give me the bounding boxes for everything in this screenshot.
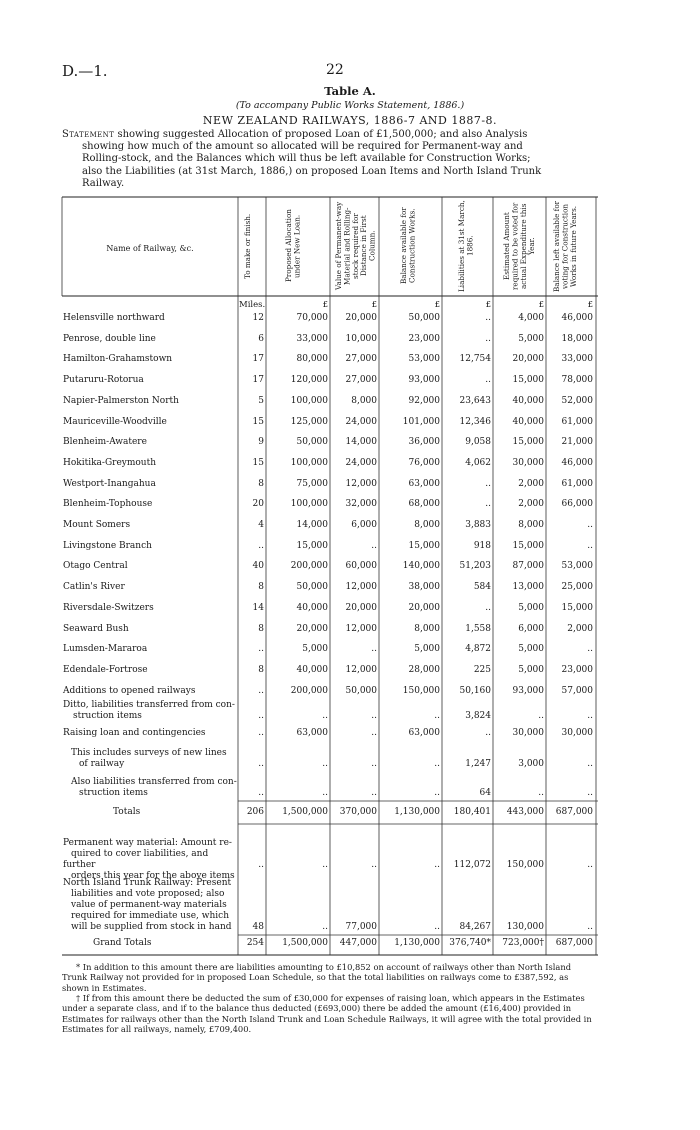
row-name: struction items <box>79 788 148 798</box>
row-name: Penrose, double line <box>63 333 156 344</box>
table-cell: 5,000 <box>518 664 544 675</box>
table-cell: .. <box>258 788 264 798</box>
row-name: Blenheim-Awatere <box>63 437 147 448</box>
table-cell: 40,000 <box>512 395 544 406</box>
table-cell: 63,000 <box>296 728 328 738</box>
statement-line: Rolling-stock, and the Balances which will thus be left available for Construction Works; <box>82 153 531 165</box>
row-name: Mount Somers <box>63 520 131 530</box>
table-cell: 180,401 <box>453 807 491 817</box>
table-cell: .. <box>587 540 593 551</box>
row-name: struction items <box>73 711 142 721</box>
unit-label: £ <box>485 300 491 310</box>
row-name: Mauriceville-Woodville <box>63 416 167 427</box>
table-cell: 1,247 <box>465 759 491 769</box>
table-cell: 447,000 <box>339 938 377 948</box>
table-cell: 1,130,000 <box>394 938 440 948</box>
table-cell: 8 <box>258 664 264 675</box>
table-cell: 15,000 <box>512 437 544 448</box>
table-cell: 15,000 <box>296 540 328 551</box>
table-cell: 9,058 <box>465 437 491 448</box>
table-cell: 12,000 <box>345 582 377 593</box>
table-cell: 2,000 <box>518 499 544 510</box>
table-cell: 6,000 <box>351 520 377 530</box>
table-cell: 100,000 <box>290 457 328 468</box>
table-cell: 92,000 <box>408 395 440 406</box>
table-subtitle: (To accompany Public Works Statement, 1886.) <box>235 100 465 111</box>
table-cell: 5,000 <box>518 333 544 344</box>
table-cell: 112,072 <box>453 860 491 870</box>
table-cell: .. <box>322 788 328 798</box>
table-cell: 150,000 <box>506 860 544 870</box>
table-cell: 2,000 <box>567 623 593 634</box>
table-cell: .. <box>322 860 328 870</box>
table-cell: 5 <box>258 395 264 406</box>
statement-paragraph <box>62 129 608 190</box>
row-name: Napier-Palmerston North <box>63 395 179 406</box>
table-cell: 8 <box>258 478 264 489</box>
table-cell: 17 <box>252 354 264 365</box>
row-name: Edendale-Fortrose <box>63 664 148 675</box>
table-cell: 15 <box>252 416 264 427</box>
row-name: required for immediate use, which <box>71 911 229 921</box>
table-cell: 27,000 <box>345 375 377 386</box>
table-cell: 10,000 <box>345 333 377 344</box>
table-cell: 15,000 <box>512 375 544 386</box>
table-cell: 53,000 <box>561 561 593 572</box>
row-name: liabilities and vote proposed; also <box>71 889 225 899</box>
table-cell: 70,000 <box>296 313 328 323</box>
table-cell: 8,000 <box>414 520 440 530</box>
table-cell: .. <box>434 759 440 769</box>
column-header-permanent-way: Value of Permanent-way Material and Rolling-stock required for Distance in First Column. <box>334 201 377 291</box>
table-cell: .. <box>587 711 593 721</box>
row-name: This includes surveys of new lines <box>71 748 227 758</box>
table-cell: 3,824 <box>465 711 491 721</box>
table-cell: .. <box>371 860 377 870</box>
table-cell: 78,000 <box>561 375 593 386</box>
unit-label: £ <box>587 300 593 310</box>
table-cell: 52,000 <box>561 395 593 406</box>
table-cell: 61,000 <box>561 478 593 489</box>
table-cell: 75,000 <box>296 478 328 489</box>
table-cell: 8,000 <box>518 520 544 530</box>
table-cell: 13,000 <box>512 582 544 593</box>
table-cell: .. <box>258 644 264 655</box>
table-cell: 48 <box>252 922 264 932</box>
table-cell: 370,000 <box>339 807 377 817</box>
table-cell: .. <box>371 711 377 721</box>
table-cell: .. <box>434 860 440 870</box>
table-cell: 25,000 <box>561 582 593 593</box>
table-cell: 23,000 <box>561 664 593 675</box>
row-name: North Island Trunk Railway: Present <box>63 878 232 888</box>
row-name: value of permanent-way materials <box>71 900 227 910</box>
table-cell: 24,000 <box>345 457 377 468</box>
row-name: Putaruru-Rotorua <box>63 375 144 386</box>
column-header-balance: Balance available for Construction Works. <box>399 207 417 285</box>
table-cell: 32,000 <box>345 499 377 510</box>
table-cell: 33,000 <box>561 354 593 365</box>
table-cell: 15,000 <box>408 540 440 551</box>
table-cell: .. <box>587 644 593 655</box>
document-reference: D.—1. <box>62 62 108 80</box>
table-cell: .. <box>538 788 544 798</box>
table-cell: 4,062 <box>465 457 491 468</box>
table-cell: 15,000 <box>561 602 593 613</box>
row-name: Otago Central <box>63 561 128 572</box>
table-cell: 5,000 <box>302 644 328 655</box>
table-cell: 18,000 <box>561 333 593 344</box>
table-cell: .. <box>371 759 377 769</box>
table-cell: .. <box>587 759 593 769</box>
table-cell: 4,000 <box>518 313 544 323</box>
table-cell: 40,000 <box>296 664 328 675</box>
table-cell: 84,267 <box>459 922 491 932</box>
table-cell: 60,000 <box>345 561 377 572</box>
table-cell: 200,000 <box>290 685 328 696</box>
table-cell: 100,000 <box>290 395 328 406</box>
table-cell: .. <box>322 759 328 769</box>
table-cell: 9 <box>258 437 264 448</box>
table-cell: 918 <box>473 540 491 551</box>
table-cell: 8 <box>258 623 264 634</box>
table-cell: 15,000 <box>512 540 544 551</box>
table-cell: .. <box>371 644 377 655</box>
table-cell: 6,000 <box>518 623 544 634</box>
table-cell: 584 <box>473 582 491 593</box>
table-cell: 8 <box>258 582 264 593</box>
table-cell: .. <box>371 540 377 551</box>
row-name: Additions to opened railways <box>63 685 196 696</box>
table-cell: 68,000 <box>408 499 440 510</box>
table-cell: 3,883 <box>465 520 491 530</box>
table-cell: 687,000 <box>555 807 593 817</box>
table-cell: 5,000 <box>414 644 440 655</box>
row-name: Helensville northward <box>63 313 165 323</box>
table-cell: 30,000 <box>512 728 544 738</box>
table-cell: 12,000 <box>345 623 377 634</box>
table-cell: .. <box>485 333 491 344</box>
table-cell: .. <box>587 922 593 932</box>
table-cell: 50,000 <box>345 685 377 696</box>
table-cell: 200,000 <box>290 561 328 572</box>
statement-line: showing how much of the amount so allocated will be required for Permanent-way and <box>82 141 523 153</box>
table-cell: 76,000 <box>408 457 440 468</box>
row-name: Seaward Bush <box>63 623 129 634</box>
table-cell: 53,000 <box>408 354 440 365</box>
table-cell: .. <box>538 711 544 721</box>
table-cell: .. <box>258 540 264 551</box>
table-cell: 20,000 <box>512 354 544 365</box>
table-cell: 87,000 <box>512 561 544 572</box>
table-cell: 8,000 <box>414 623 440 634</box>
table-cell: .. <box>322 922 328 932</box>
table-cell: 27,000 <box>345 354 377 365</box>
statement-line: Railway. <box>82 177 125 189</box>
table-cell: 33,000 <box>296 333 328 344</box>
table-cell: 20 <box>252 499 264 510</box>
unit-label: £ <box>538 300 544 310</box>
table-cell: 40,000 <box>296 602 328 613</box>
page-number: 22 <box>326 62 344 78</box>
row-name: Hamilton-Grahamstown <box>63 354 173 365</box>
unit-label: £ <box>322 300 328 310</box>
column-header-balance-future: Balance left available for voting for Construction Works in future Years. <box>552 200 578 292</box>
table-cell: .. <box>434 711 440 721</box>
table-cell: 80,000 <box>296 354 328 365</box>
table-cell: .. <box>371 788 377 798</box>
table-cell: 63,000 <box>408 728 440 738</box>
table-cell: .. <box>485 478 491 489</box>
row-name: Westport-Inangahua <box>63 478 156 489</box>
row-name: Permanent way material: Amount re- <box>63 838 232 848</box>
table-cell: 3,000 <box>518 759 544 769</box>
table-cell: 20,000 <box>345 313 377 323</box>
statement-line: showing suggested Allocation of proposed Loan of £1,500,000; and also Analysis <box>117 129 528 140</box>
table-cell: 5,000 <box>518 644 544 655</box>
table-cell: .. <box>485 602 491 613</box>
table-cell: 50,000 <box>408 313 440 323</box>
table-cell: 30,000 <box>512 457 544 468</box>
table-cell: 14,000 <box>345 437 377 448</box>
table-cell: 77,000 <box>345 922 377 932</box>
footnote: † If from this amount there be deducted the sum of £30,000 for expenses of raising loan, which appears in the Estimates under a separate class, and if to the balance thus deducted (£693,000) there be added the amount (£16,400) provided in Estimates for railways other than the North Island Trunk and Loan Schedule Railways, it will agree with the total provided in Estimates for all railways, namely, £709,400. <box>62 993 592 1035</box>
table-cell: .. <box>258 728 264 738</box>
table-cell: 6 <box>258 333 264 344</box>
table-cell: 61,000 <box>561 416 593 427</box>
table-cell: 376,740* <box>449 938 491 948</box>
table-cell: 5,000 <box>518 602 544 613</box>
table-cell: 50,000 <box>296 582 328 593</box>
table-cell: 12,000 <box>345 664 377 675</box>
table-cell: 12 <box>252 313 264 323</box>
table-cell: 20,000 <box>408 602 440 613</box>
row-name: Lumsden-Mararoa <box>63 644 148 655</box>
table-cell: 20,000 <box>345 602 377 613</box>
table-cell: 14,000 <box>296 520 328 530</box>
table-cell: 63,000 <box>408 478 440 489</box>
table-cell: 150,000 <box>402 685 440 696</box>
table-cell: 4 <box>258 520 264 530</box>
table-cell: 225 <box>473 664 491 675</box>
table-cell: .. <box>587 520 593 530</box>
table-cell: 130,000 <box>506 922 544 932</box>
table-cell: 12,754 <box>459 354 491 365</box>
table-cell: 21,000 <box>561 437 593 448</box>
column-header-estimated: Estimated Amount required to be voted for actual Expenditure this Year. <box>502 202 537 290</box>
table-cell: .. <box>485 728 491 738</box>
table-cell: .. <box>322 711 328 721</box>
table-cell: .. <box>587 788 593 798</box>
row-name: Totals <box>113 807 141 817</box>
table-cell: 40 <box>252 561 264 572</box>
table-cell: .. <box>485 375 491 386</box>
table-cell: 93,000 <box>512 685 544 696</box>
table-cell: .. <box>371 728 377 738</box>
table-cell: 50,160 <box>459 685 491 696</box>
table-cell: .. <box>434 788 440 798</box>
table-title: Table A. <box>324 84 376 98</box>
row-name: of railway <box>79 759 125 769</box>
table-cell: 24,000 <box>345 416 377 427</box>
table-cell: 120,000 <box>290 375 328 386</box>
table-cell: .. <box>485 313 491 323</box>
table-cell: 28,000 <box>408 664 440 675</box>
table-cell: 206 <box>246 807 264 817</box>
table-cell: 66,000 <box>561 499 593 510</box>
table-cell: 4,872 <box>465 644 491 655</box>
row-name: Ditto, liabilities transferred from con- <box>63 700 235 710</box>
table-cell: 36,000 <box>408 437 440 448</box>
table-cell: 93,000 <box>408 375 440 386</box>
table-cell: 64 <box>479 788 491 798</box>
table-cell: 8,000 <box>351 395 377 406</box>
table-cell: .. <box>485 499 491 510</box>
column-header-liabilities: Liabilities at 31st March, 1886. <box>457 200 475 292</box>
table-cell: 443,000 <box>506 807 544 817</box>
table-cell: 1,558 <box>465 623 491 634</box>
table-cell: 723,000† <box>502 938 544 948</box>
row-name: Catlin's River <box>63 582 125 593</box>
row-name: Hokitika-Greymouth <box>63 457 157 468</box>
row-name: Grand Totals <box>93 938 152 948</box>
table-cell: .. <box>587 860 593 870</box>
table-cell: .. <box>258 711 264 721</box>
table-cell: 687,000 <box>555 938 593 948</box>
table-cell: .. <box>258 759 264 769</box>
unit-label: £ <box>371 300 377 310</box>
table-cell: 12,346 <box>459 416 491 427</box>
table-cell: 46,000 <box>561 313 593 323</box>
table-cell: 100,000 <box>290 499 328 510</box>
statement-lead: Statement <box>62 129 115 140</box>
row-name: Also liabilities transferred from con- <box>71 777 237 787</box>
table-cell: 46,000 <box>561 457 593 468</box>
table-cell: 23,643 <box>459 395 491 406</box>
column-header-name: Name of Railway, &c. <box>106 244 194 253</box>
table-cell: 15 <box>252 457 264 468</box>
table-cell: 1,130,000 <box>394 807 440 817</box>
table-cell: .. <box>434 922 440 932</box>
row-name: Livingstone Branch <box>63 540 152 551</box>
table-cell: 23,000 <box>408 333 440 344</box>
table-cell: 40,000 <box>512 416 544 427</box>
table-cell: .. <box>258 860 264 870</box>
table-cell: 57,000 <box>561 685 593 696</box>
column-header-allocation: Proposed Allocation under New Loan. <box>284 209 302 283</box>
row-name: will be supplied from stock in hand <box>71 922 232 932</box>
table-cell: 125,000 <box>290 416 328 427</box>
row-name: Blenheim-Tophouse <box>63 499 153 510</box>
table-cell: 20,000 <box>296 623 328 634</box>
table-cell: 30,000 <box>561 728 593 738</box>
table-cell: 50,000 <box>296 437 328 448</box>
table-cell: 1,500,000 <box>282 938 328 948</box>
table-cell: 38,000 <box>408 582 440 593</box>
main-title: NEW ZEALAND RAILWAYS, 1886-7 AND 1887-8. <box>202 114 498 127</box>
table-cell: 1,500,000 <box>282 807 328 817</box>
column-header-miles: To make or finish. <box>243 213 252 279</box>
unit-label: Miles. <box>239 300 266 310</box>
row-name: quired to cover liabilities, and further <box>63 849 209 870</box>
row-name: Riversdale-Switzers <box>63 602 154 613</box>
table-cell: 17 <box>252 375 264 386</box>
row-name: orders this year for the above items <box>71 871 235 881</box>
footnote: * In addition to this amount there are liabilities amounting to £10,852 on account of railways other than North Island Trunk Railway not provided for in proposed Loan Schedule, so that the total liabilities on railways come to £387,592, as shown in Estimates. <box>62 962 572 993</box>
table-cell: 14 <box>252 602 264 613</box>
table-cell: .. <box>258 685 264 696</box>
statement-line: also the Liabilities (at 31st March, 1886,) on proposed Loan Items and North Island Trunk <box>82 165 542 177</box>
table-cell: 101,000 <box>402 416 440 427</box>
row-name: Raising loan and contingencies <box>63 728 206 738</box>
unit-label: £ <box>434 300 440 310</box>
table-cell: 140,000 <box>402 561 440 572</box>
table-cell: 12,000 <box>345 478 377 489</box>
table-cell: 2,000 <box>518 478 544 489</box>
table-cell: 254 <box>246 938 264 948</box>
table-cell: 51,203 <box>459 561 491 572</box>
